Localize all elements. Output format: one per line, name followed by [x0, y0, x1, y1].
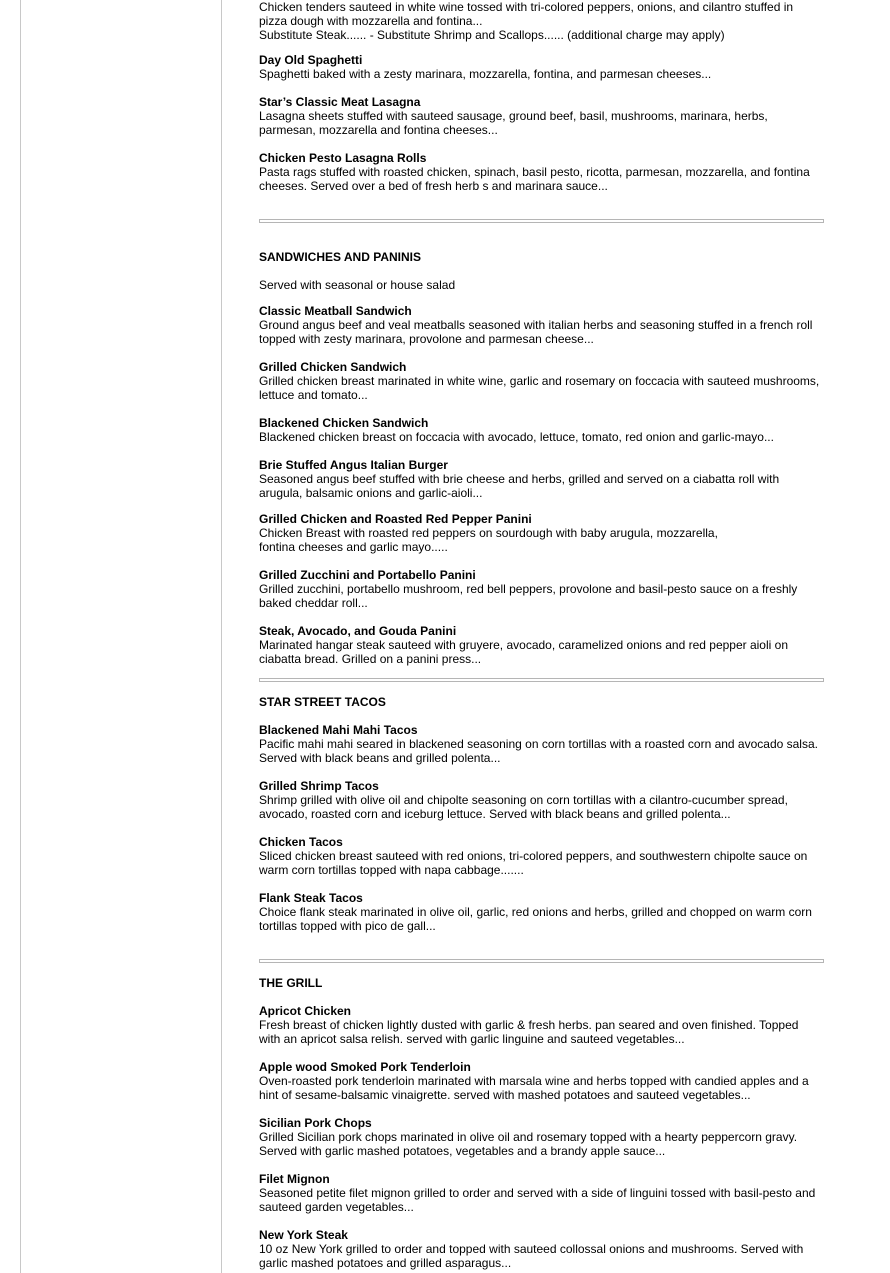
left-sidebar — [20, 0, 222, 1273]
menu-item — [259, 1116, 821, 1158]
section-divider — [259, 219, 824, 223]
menu-item-name: Grilled Shrimp Tacos — [259, 779, 379, 793]
section-note: Served with seasonal or house salad — [259, 278, 456, 292]
menu-item — [259, 1172, 821, 1214]
menu-item-description: Grilled zucchini, portabello mushroom, red bell peppers, provolone and basil-pesto sauce on a freshly baked cheddar roll... — [259, 582, 798, 610]
menu-item-description: Oven-roasted pork tenderloin marinated with marsala wine and herbs topped with candied apples and a hint of sesame-balsamic vinaigrette. served with mashed potatoes and sauteed vegetables... — [259, 1074, 809, 1102]
menu-item-description: Spaghetti baked with a zesty marinara, mozzarella, fontina, and parmesan cheeses... — [259, 67, 712, 81]
menu-item-description-cont: fontina cheeses and garlic mayo..... — [259, 540, 448, 554]
menu-item-description: Ground angus beef and veal meatballs seasoned with italian herbs and seasoning stuffed in a french roll topped with zesty marinara, provolone and parmesan cheese... — [259, 318, 813, 346]
menu-item-name: Blackened Chicken Sandwich — [259, 416, 429, 430]
menu-item-description: Pasta rags stuffed with roasted chicken, spinach, basil pesto, ricotta, parmesan, mozzarella, and fontina cheeses. Served over a bed of fresh herb s and marinara sauce... — [259, 165, 810, 193]
menu-item — [259, 151, 821, 193]
menu-item — [259, 360, 821, 402]
section-divider — [259, 678, 824, 682]
menu-item-description: Seasoned angus beef stuffed with brie cheese and herbs, grilled and served on a ciabatta roll with arugula, balsamic onions and garlic-aioli... — [259, 472, 780, 500]
menu-item — [259, 624, 821, 666]
menu-item-description: Lasagna sheets stuffed with sauteed sausage, ground beef, basil, mushrooms, marinara, herbs, parmesan, mozzarella and fontina cheeses... — [259, 109, 768, 137]
menu-item-description: Blackened chicken breast on foccacia with avocado, lettuce, tomato, red onion and garlic-mayo... — [259, 430, 774, 444]
menu-item-name: Brie Stuffed Angus Italian Burger — [259, 458, 448, 472]
menu-item-description: Chicken tenders sauteed in white wine tossed with tri-colored peppers, onions, and cilantro stuffed in — [259, 0, 794, 14]
menu-item-description: Seasoned petite filet mignon grilled to order and served with a side of linguini tossed with basil-pesto and sauteed garden vegetables... — [259, 1186, 816, 1214]
menu-item-name: Steak, Avocado, and Gouda Panini — [259, 624, 457, 638]
menu-item-name: New York Steak — [259, 1228, 348, 1242]
menu-item-name: Filet Mignon — [259, 1172, 330, 1186]
menu-item-description: Grilled Sicilian pork chops marinated in olive oil and rosemary topped with a hearty peppercorn gravy. Served with garlic mashed potatoes, vegetables and a brandy apple sauce... — [259, 1130, 798, 1158]
menu-item-name: Chicken Pesto Lasagna Rolls — [259, 151, 427, 165]
menu-item — [259, 568, 821, 610]
menu-item — [259, 416, 821, 444]
menu-item — [259, 835, 821, 877]
menu-item-name: Blackened Mahi Mahi Tacos — [259, 723, 418, 737]
menu-item-description: Chicken Breast with roasted red peppers on sourdough with baby arugula, mozzarella, — [259, 526, 718, 540]
menu-item-name: Grilled Chicken Sandwich — [259, 360, 407, 374]
menu-item — [259, 723, 821, 765]
menu-item-description: Choice flank steak marinated in olive oil, garlic, red onions and herbs, grilled and chopped on warm corn tortillas topped with pico de gall... — [259, 905, 812, 933]
menu-item-name: Grilled Zucchini and Portabello Panini — [259, 568, 476, 582]
menu-item-name: Chicken Tacos — [259, 835, 343, 849]
menu-item-name: Apple wood Smoked Pork Tenderloin — [259, 1060, 471, 1074]
menu-item-name: Star’s Classic Meat Lasagna — [259, 95, 421, 109]
menu-item — [259, 779, 821, 821]
menu-item-description: Pacific mahi mahi seared in blackened seasoning on corn tortillas with a roasted corn and avocado salsa. Served with black beans and grilled polenta... — [259, 737, 818, 765]
section-title-sandwiches: SANDWICHES AND PANINIS — [259, 250, 422, 264]
menu-item-name: Grilled Chicken and Roasted Red Pepper Panini — [259, 512, 532, 526]
menu-item-name: Sicilian Pork Chops — [259, 1116, 372, 1130]
menu-item — [259, 304, 821, 346]
menu-item — [259, 891, 821, 933]
menu-item-description-cont: pizza dough with mozzarella and fontina... — [259, 14, 483, 28]
menu-item-description: Marinated hangar steak sauteed with gruyere, avocado, caramelized onions and red pepper aioli on ciabatta bread. Grilled on a panini press... — [259, 638, 788, 666]
section-title-tacos: STAR STREET TACOS — [259, 695, 386, 709]
menu-item — [259, 1060, 821, 1102]
menu-item — [259, 512, 821, 554]
menu-item — [259, 1228, 821, 1270]
menu-item-fragment — [259, 0, 821, 42]
substitution-note: Substitute Steak...... - Substitute Shrimp and Scallops...... (additional charge may apply) — [259, 28, 725, 42]
menu-item-name: Day Old Spaghetti — [259, 53, 363, 67]
menu-item-description: Fresh breast of chicken lightly dusted with garlic & fresh herbs. pan seared and oven finished. Topped with an apricot salsa relish. served with garlic linguine and sauteed vegetables... — [259, 1018, 799, 1046]
section-title-grill: THE GRILL — [259, 976, 323, 990]
menu-item-name: Apricot Chicken — [259, 1004, 352, 1018]
menu-item — [259, 95, 821, 137]
menu-item-description: 10 oz New York grilled to order and topped with sauteed collossal onions and mushrooms. Served with garlic mashed potatoes and grilled asparagus... — [259, 1242, 804, 1270]
menu-item-description: Shrimp grilled with olive oil and chipolte seasoning on corn tortillas with a cilantro-cucumber spread, avocado, roasted corn and iceburg lettuce. Served with black beans and grilled polenta... — [259, 793, 788, 821]
menu-item-name: Classic Meatball Sandwich — [259, 304, 412, 318]
menu-item-description: Sliced chicken breast sauteed with red onions, tri-colored peppers, and southwestern chipolte sauce on warm corn tortillas topped with napa cabbage....... — [259, 849, 808, 877]
menu-item-description: Grilled chicken breast marinated in white wine, garlic and rosemary on foccacia with sauteed mushrooms, lettuce and tomato... — [259, 374, 820, 402]
menu-item — [259, 53, 821, 81]
section-divider — [259, 959, 824, 963]
menu-item — [259, 458, 821, 500]
menu-item — [259, 1004, 821, 1046]
menu-item-name: Flank Steak Tacos — [259, 891, 363, 905]
